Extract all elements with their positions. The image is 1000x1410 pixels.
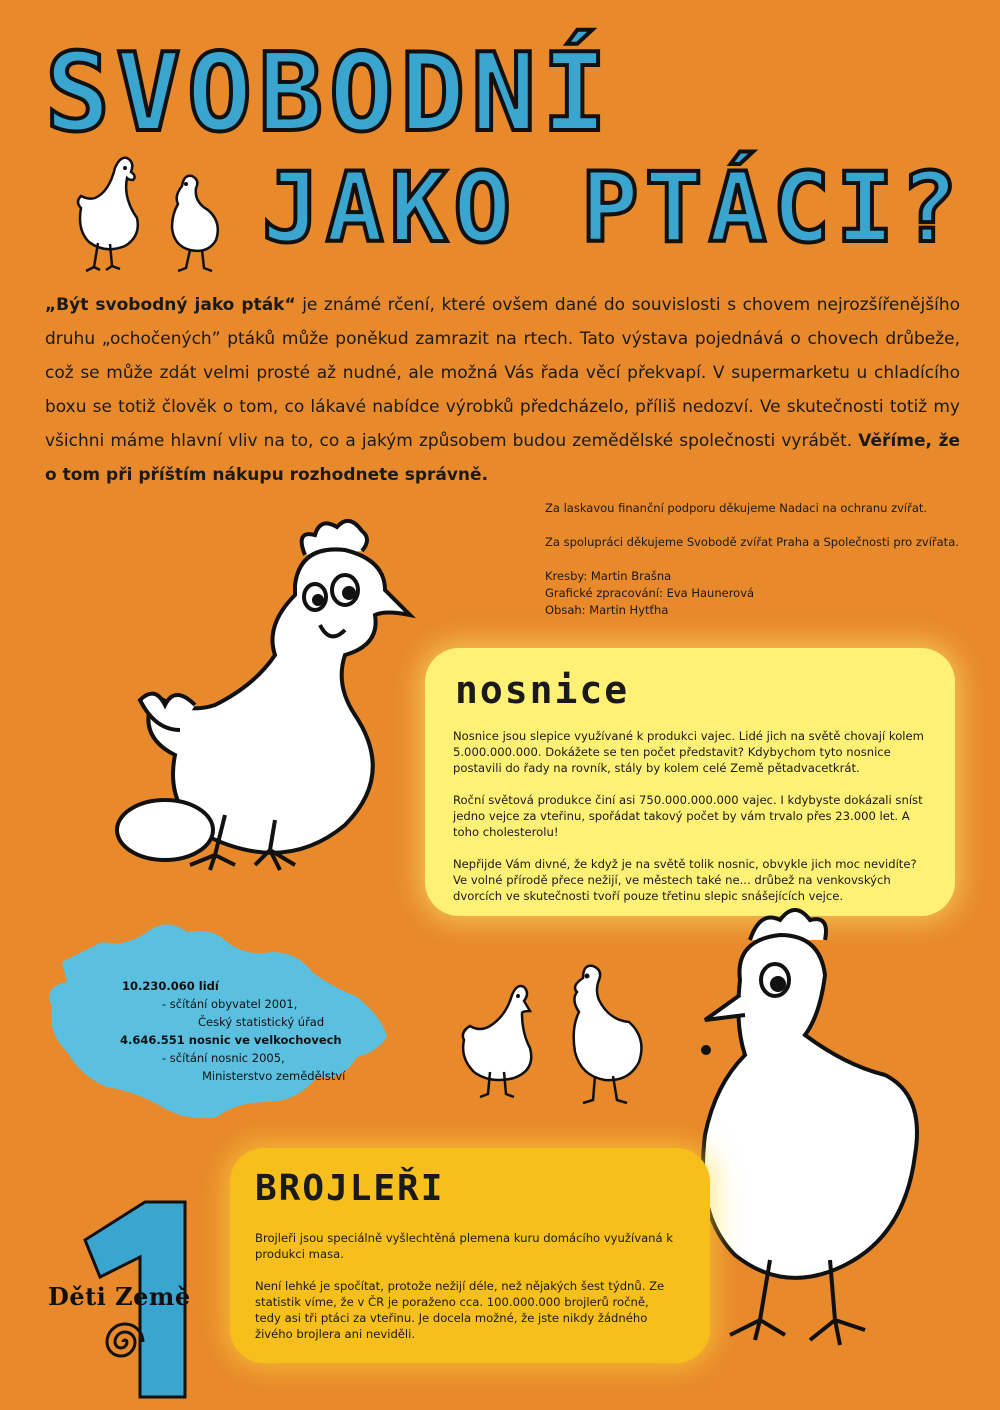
credits-thanks-2: Za spolupráci děkujeme Svobodě zvířat Praha a Společnosti pro zvířata. <box>545 535 959 549</box>
credits <box>545 500 965 619</box>
nosnice-paragraph-2: Roční světová produkce činí asi 750.000.000.000 vajec. I kdybyste dokázali sníst jedno vejce za vteřinu, spořádat takový počet by vám trvalo přes 23.000 let. A toho cholesterolu! <box>453 793 923 839</box>
brojleri-paragraph-1: Brojleři jsou speciálně vyšlechtěná plemena kuru domácího využívaná k produkci masa. <box>255 1231 674 1261</box>
intro-paragraph <box>45 288 960 492</box>
logo-number-text: 1 <box>122 1206 123 1207</box>
title-line-1: SVOBODNÍ <box>45 31 614 156</box>
small-chicken-illustration-4 <box>565 958 650 1108</box>
people-source-1: - sčítání obyvatel 2001, <box>162 997 298 1011</box>
intro-body: je známé rčení, které ovšem dané do souvislosti s chovem nejrozšířenějšího druhu „ochočených” ptáků může poněkud zamrazit na rtech. Tato výstava pojednává o chovech drůbeže, což se může zdát velmi prosté až nudné, ale možná Vás řada věcí překvapí. V supermarketu u chladícího boxu se totiž člověk o tom, co lákavé nabídce výrobků předcházelo, příliš nedozví. Ve skutečnosti totiž my všichni máme hlavní vliv na to, co a jakým způsobem budou zemědělské společnosti vyrábět. <box>45 295 960 451</box>
small-chicken-illustration-1 <box>70 148 140 273</box>
credits-graphics: Grafické zpracování: Eva Haunerová <box>545 586 755 600</box>
hens-source-2: Ministerstvo zemědělství <box>202 1069 346 1083</box>
intro-closing: Věříme, že o tom při příštím nákupu rozhodnete správně. <box>45 431 960 485</box>
credits-content: Obsah: Martin Hytťha <box>545 603 669 617</box>
logo-spiral-icon <box>95 1312 155 1372</box>
map-statistics <box>60 977 350 1085</box>
nosnice-panel <box>425 648 955 916</box>
credits-thanks-1: Za laskavou finanční podporu děkujeme Nadaci na ochranu zvířat. <box>545 501 928 515</box>
credits-people <box>545 568 965 619</box>
brojleri-text <box>255 1230 675 1358</box>
people-count: 10.230.060 lidí <box>122 979 219 993</box>
large-chicken-illustration <box>690 900 970 1370</box>
egg-shape <box>117 800 213 860</box>
nosnice-paragraph-1: Nosnice jsou slepice využívané k produkci vajec. Lidé jich na světě chovají kolem 5.000.000.000. Dokážete se ten počet představit? Kdybychom tyto nosnice postavili do řady na rovník, stály by kolem celé Země pětadvacetkrát. <box>453 729 924 775</box>
hens-source-1: - sčítání nosnic 2005, <box>162 1051 285 1065</box>
nosnice-text <box>453 728 933 920</box>
logo-text: Děti Země <box>48 1282 191 1311</box>
hen-with-egg-illustration <box>105 515 425 875</box>
people-source-2: Český statistický úřad <box>198 1015 325 1029</box>
intro-lead: „Být svobodný jako pták“ <box>45 295 296 315</box>
title-line-2: JAKO PTÁCI? <box>262 152 964 264</box>
brojleri-title: BROJLEŘI <box>255 1168 445 1209</box>
nosnice-title: nosnice <box>455 668 630 712</box>
credits-drawings: Kresby: Martin Brašna <box>545 569 672 583</box>
brojleri-paragraph-2: Není lehké je spočítat, protože nežijí déle, než nějakých šest týdnů. Ze statistik víme, že v ČR je poraženo cca. 100.000.000 brojlerů ročně, tedy asi tři ptáci za vteřinu. Je docela možné, že jste nikdy žádného živého brojlera ani neviděli. <box>255 1279 665 1341</box>
brojleri-panel <box>230 1148 710 1363</box>
small-chicken-illustration-3 <box>460 980 535 1100</box>
small-chicken-illustration-2 <box>168 168 228 273</box>
deti-zeme-logo <box>40 1200 210 1400</box>
nosnice-paragraph-3: Nepřijde Vám divné, že když je na světě tolik nosnic, obvykle jich moc nevidíte? Ve volné přírodě přece nežijí, ve městech také ne... drůbež na venkovských dvorcích ve skutečnosti tvoří pouze třetinu slepic snášejících vejce. <box>453 857 917 903</box>
hens-count: 4.646.551 nosnic ve velkochovech <box>120 1033 342 1047</box>
